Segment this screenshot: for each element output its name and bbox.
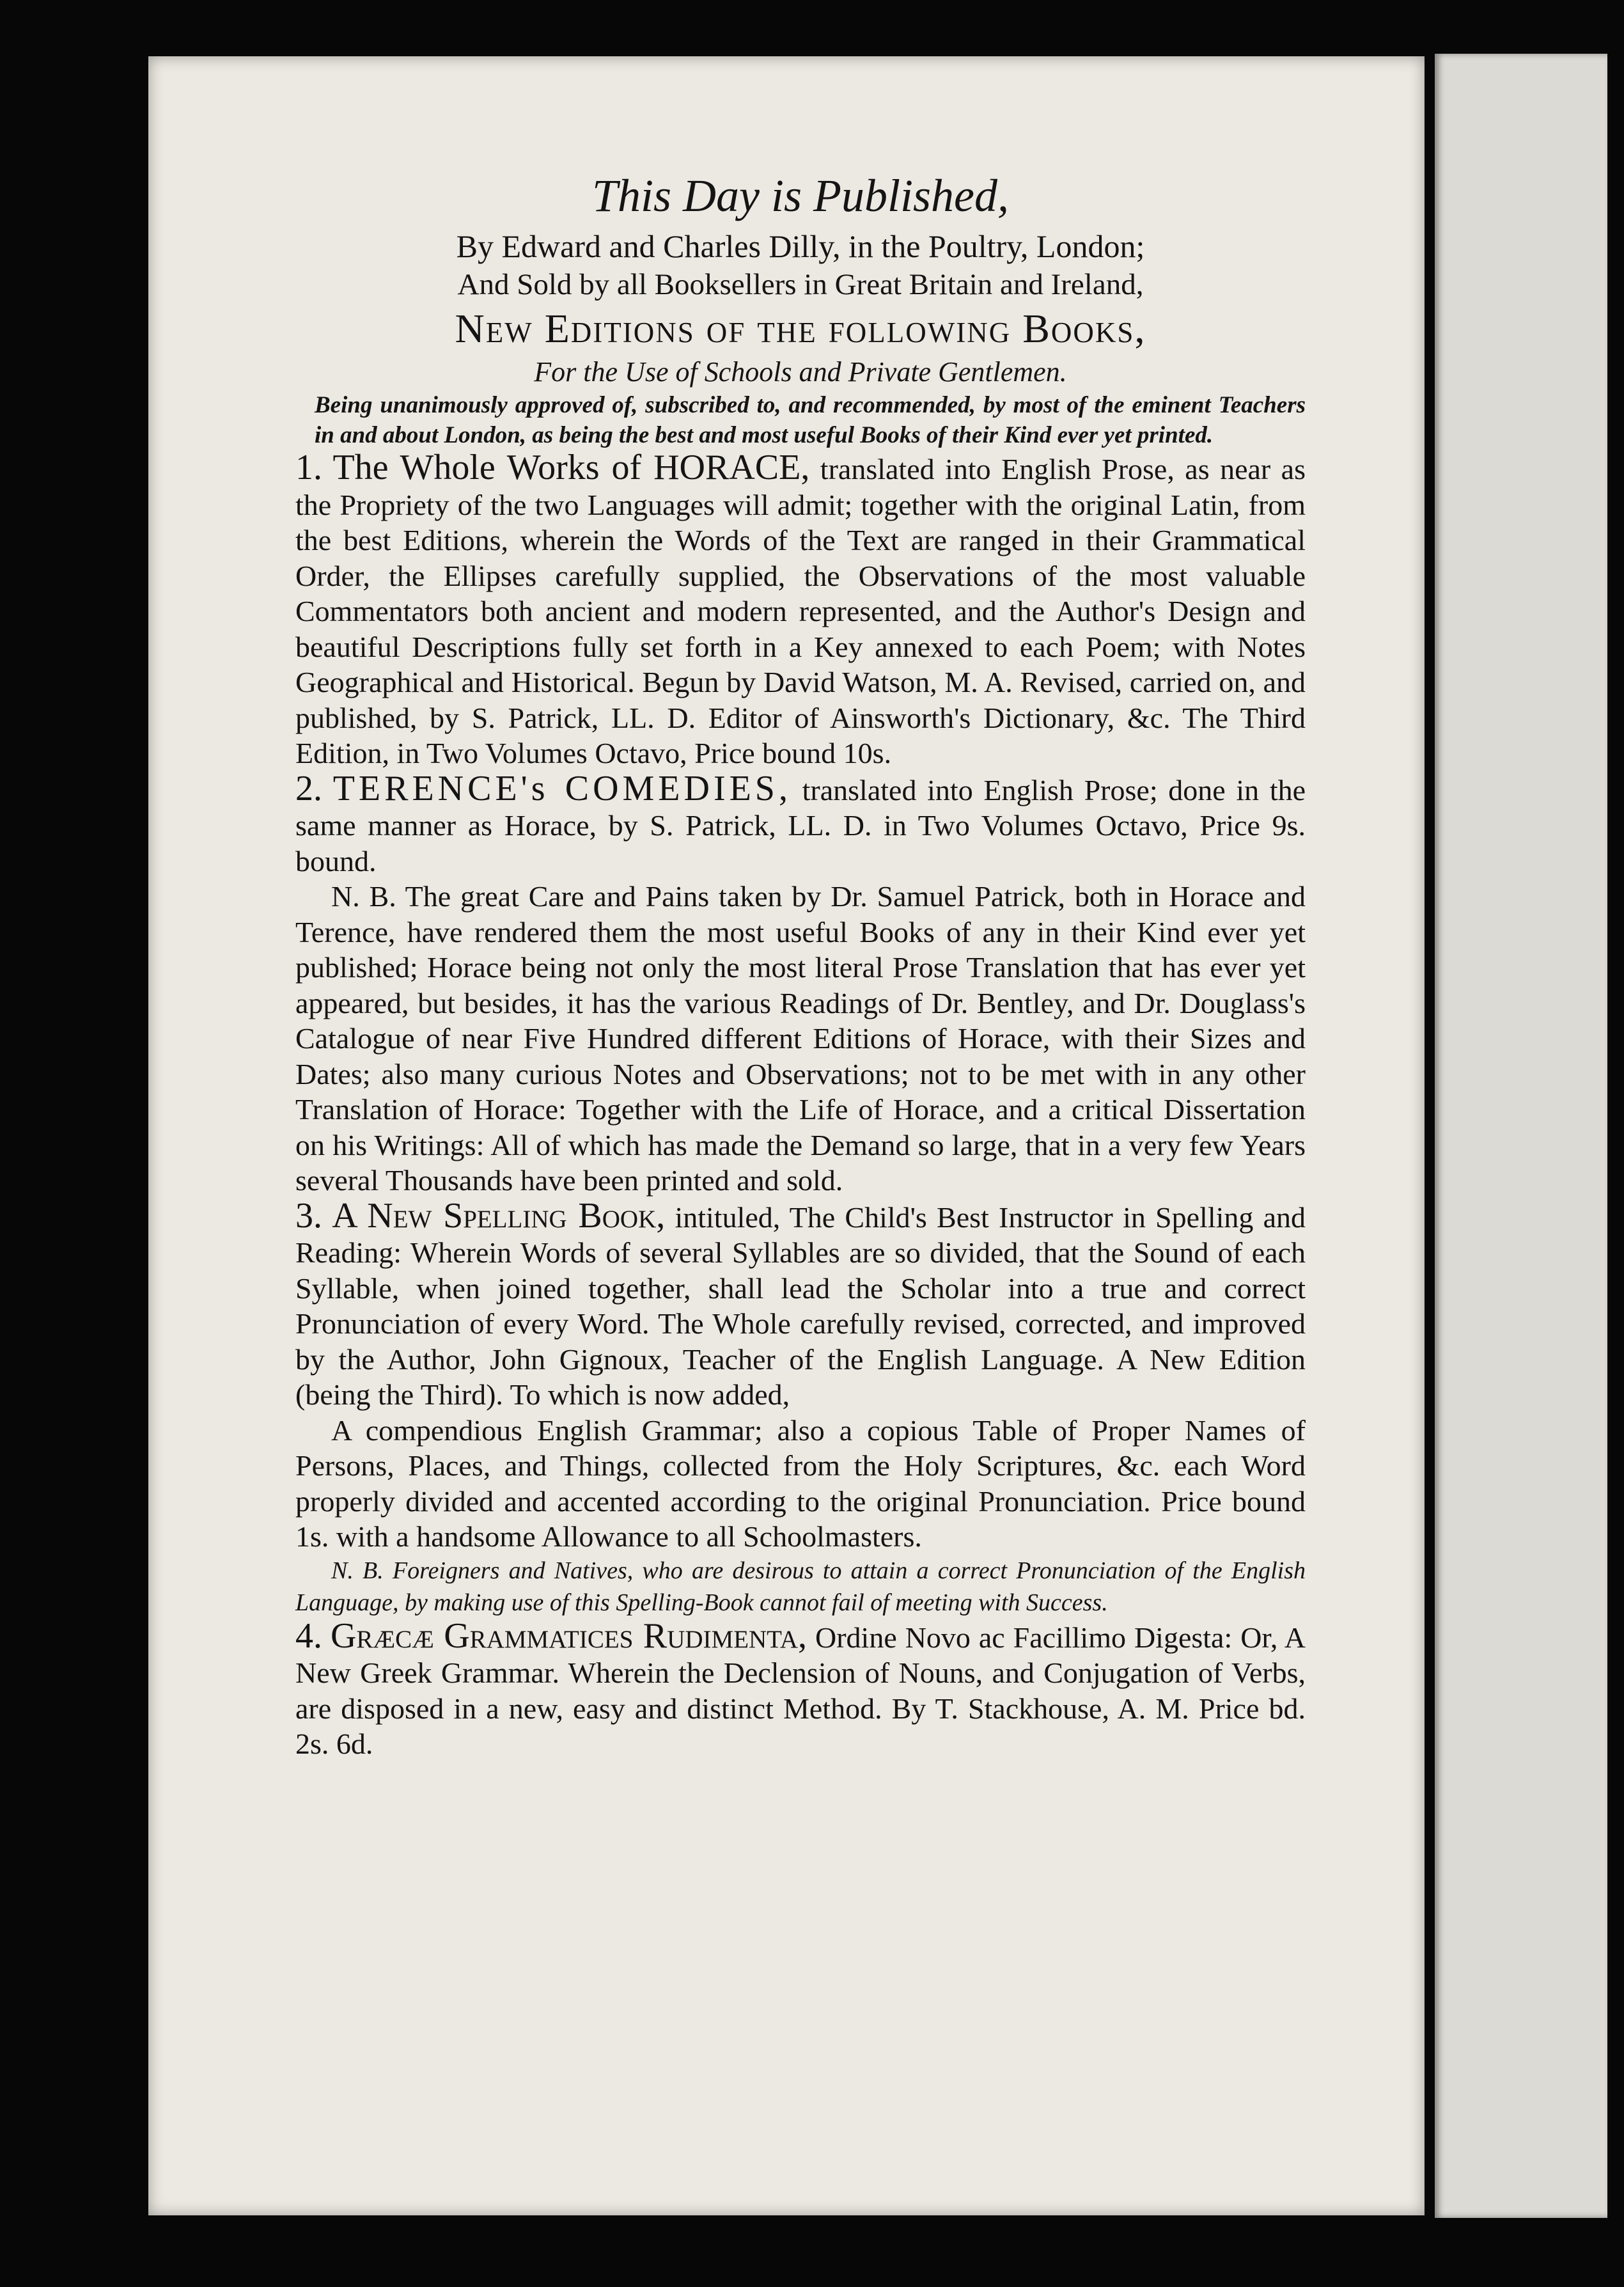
entry-title: The Whole Works of HORACE, xyxy=(332,448,810,487)
heading-sold: And Sold by all Booksellers in Great Britain and Ireland, xyxy=(457,268,1144,301)
entry-title: TERENCE's COMEDIES, xyxy=(332,768,792,808)
heading-publisher: By Edward and Charles Dilly, in the Poultry, London; xyxy=(456,228,1145,264)
entry-body: translated into English Prose; done in the same manner as Horace, by S. Patrick, LL. D. in Two Volumes Octavo, Price 9s. bound. xyxy=(295,773,1306,877)
entry-number: 2. xyxy=(295,768,322,808)
advertisement-text xyxy=(295,165,1306,1762)
entry-horace xyxy=(295,450,1306,771)
entry-number: 1. xyxy=(295,448,322,487)
entry-terence xyxy=(295,768,1306,879)
heading-editions: New Editions of the following Books, xyxy=(455,306,1146,351)
entry-body: Ordine Novo ac Facillimo Digesta: Or, A New Greek Grammar. Wherein the Declension of Nouns, and Conjugation of Verbs, are disposed in a new, easy and distinct Method. By T. Stackhouse, A. M. Price bd. 2s. 6d. xyxy=(295,1621,1306,1760)
entry-title: Græcæ Grammatices Rudimenta, xyxy=(330,1615,808,1656)
entry-spelling-book-note: N. B. Foreigners and Natives, who are desirous to attain a correct Pronunciation of the English Language, by making use of this Spelling-Book cannot fail of meeting with Success. xyxy=(295,1557,1306,1616)
entry-spelling-book xyxy=(295,1195,1306,1413)
entry-number: 3. xyxy=(295,1195,322,1236)
heading-use: For the Use of Schools and Private Gentlemen. xyxy=(534,356,1067,388)
entry-body: translated into English Prose, as near as the Propriety of the two Languages will admit; together with the original Latin, from the best Editions, wherein the Words of the Text are ranged in their Grammatical Order, the Ellipses carefully supplied, the Observations of the most valuable Commentators both ancient and modern represented, and the Author's Design and beautiful Descriptions fully set forth in a Key annexed to each Poem; with Notes Geographical and Historical. Begun by David Watson, M. A. Revised, carried on, and published, by S. Patrick, LL. D. Editor of Ainsworth's Dictionary, &c. The Third Edition, in Two Volumes Octavo, Price bound 10s. xyxy=(295,453,1306,769)
document-page xyxy=(148,56,1425,2215)
facing-page-edge xyxy=(1435,54,1607,2218)
entry-terence-note: N. B. The great Care and Pains taken by Dr. Samuel Patrick, both in Horace and Terence, have rendered them the most useful Books of any in their Kind ever yet published; Horace being not only the most literal Prose Translation that has ever yet appeared, but besides, it has the various Readings of Dr. Bentley, and Dr. Douglass's Catalogue of near Five Hundred different Editions of Horace, with their Sizes and Dates; also many curious Notes and Observations; not to be met with in any other Translation of Horace: Together with the Life of Horace, and a critical Dissertation on his Writings: All of which has made the Demand so large, that in a very few Years several Thousands have been printed and sold. xyxy=(295,880,1306,1197)
entry-body: intituled, The Child's Best Instructor in Spelling and Reading: Wherein Words of several Syllables are so divided, that the Sound of each Syllable, when joined together, shall lead the Scholar into a true and correct Pronunciation of every Word. The Whole carefully revised, corrected, and improved by the Author, John Gignoux, Teacher of the English Language. A New Edition (being the Third). To which is now added, xyxy=(295,1200,1306,1411)
entry-greek-grammar xyxy=(295,1615,1306,1762)
entry-title: A New Spelling Book, xyxy=(332,1195,666,1236)
heading-blurb: Being unanimously approved of, subscribed to, and recommended, by most of the eminent Teachers in and about London, as being the best and most useful Books of their Kind ever yet printed. xyxy=(315,392,1306,448)
entry-number: 4. xyxy=(295,1615,322,1656)
entry-spelling-book-addition: A compendious English Grammar; also a copious Table of Proper Names of Persons, Places, and Things, collected from the Holy Scriptures, &c. each Word properly divided and accented according to the original Pronunciation. Price bound 1s. with a handsome Allowance to all Schoolmasters. xyxy=(295,1413,1306,1553)
heading-title: This Day is Published, xyxy=(591,170,1009,221)
